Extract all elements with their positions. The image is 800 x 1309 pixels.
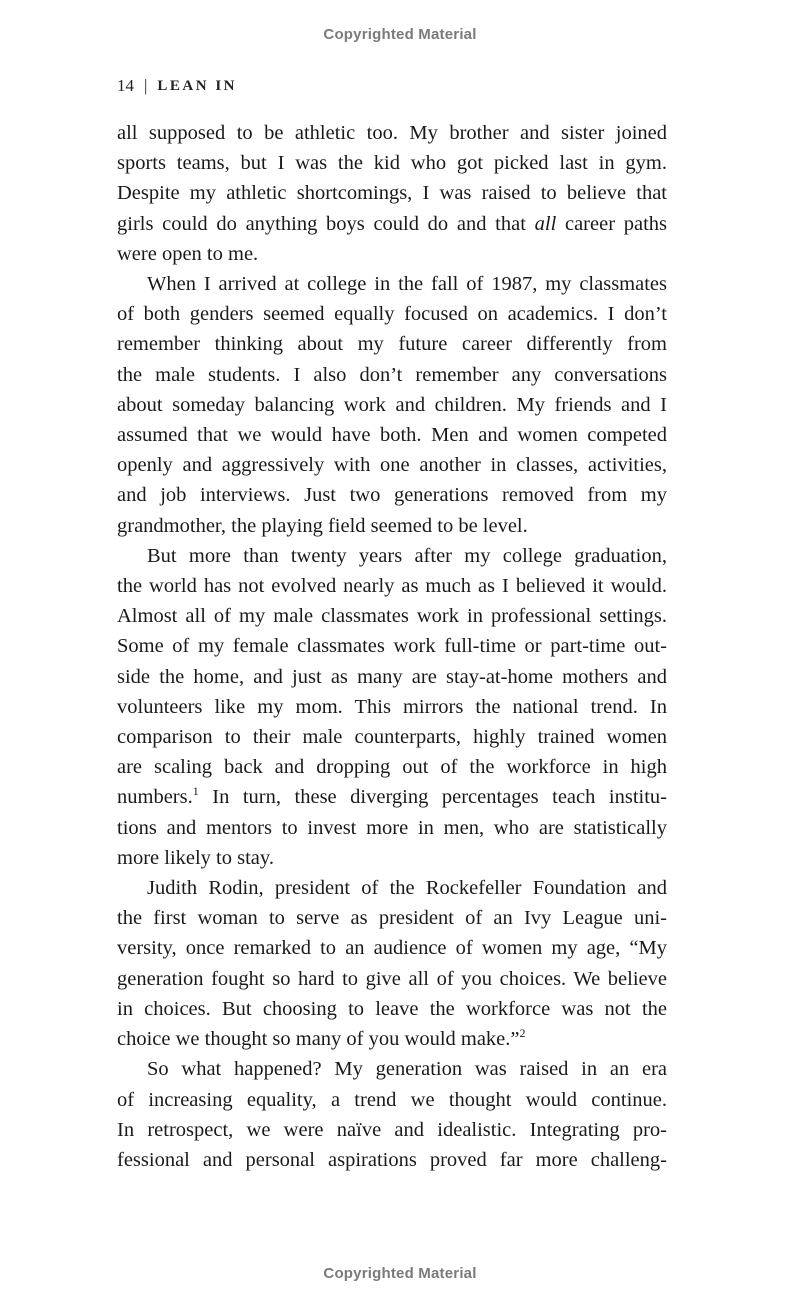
paragraph	[117, 873, 667, 1054]
paragraph	[117, 1054, 667, 1175]
footnote-marker[interactable]: 1	[192, 784, 199, 799]
text-line: in choices. But choosing to leave the workforce was not the	[117, 997, 667, 1020]
emphasis: all	[534, 212, 557, 235]
text-line: of increasing equality, a trend we thought would continue.	[117, 1088, 667, 1111]
text-line: girls could do anything boys could do and that all career paths	[117, 212, 667, 235]
text-line: generation fought so hard to give all of you choices. We believe	[117, 967, 667, 990]
text-line: the male students. I also don’t remember any conversations	[117, 363, 667, 386]
copyright-watermark-bottom: Copyrighted Material	[323, 1265, 477, 1282]
text-line: the world has not evolved nearly as much as I believed it would.	[117, 575, 667, 598]
text-line: Some of my female classmates work full-time or part-time out-	[117, 635, 667, 658]
text-line: side the home, and just as many are stay-at-home mothers and	[117, 665, 667, 688]
text-line: of both genders seemed equally focused on academics. I don’t	[117, 303, 667, 326]
text-line: grandmother, the playing field seemed to be level.	[117, 514, 528, 537]
text-line: about someday balancing work and children. My friends and I	[117, 393, 667, 416]
text-line: choice we thought so many of you would make.”$^2$	[117, 1026, 526, 1051]
text-line: In retrospect, we were naïve and idealistic. Integrating pro-	[117, 1118, 667, 1141]
text-line: comparison to their male counterparts, highly trained women	[117, 726, 667, 749]
text-line: are scaling back and dropping out of the workforce in high	[117, 756, 667, 779]
paragraph	[117, 118, 667, 269]
header-separator: |	[144, 76, 148, 95]
running-head	[117, 76, 237, 96]
text-line: Judith Rodin, president of the Rockefeller Foundation and	[147, 877, 667, 900]
text-line: tions and mentors to invest more in men, who are statistically	[117, 816, 667, 839]
text-line: But more than twenty years after my college graduation,	[147, 544, 667, 567]
paragraph	[117, 541, 667, 873]
copyright-watermark-top: Copyrighted Material	[323, 26, 477, 43]
text-line: openly and aggressively with one another in classes, activities,	[117, 454, 667, 477]
text-line: When I arrived at college in the fall of 1987, my classmates	[147, 273, 667, 296]
text-line: numbers.$^1$ In turn, these diverging percentages teach institu-	[117, 784, 667, 809]
text-line: assumed that we would have both. Men and women competed	[117, 424, 667, 447]
paragraph	[117, 269, 667, 541]
page-number: 14	[117, 76, 134, 95]
text-line: Almost all of my male classmates work in professional settings.	[117, 605, 667, 628]
text-line: and job interviews. Just two generations removed from my	[117, 484, 667, 507]
text-line: Despite my athletic shortcomings, I was raised to believe that	[117, 182, 667, 205]
text-line: sports teams, but I was the kid who got picked last in gym.	[117, 152, 667, 175]
text-line: versity, once remarked to an audience of women my age, “My	[117, 937, 667, 960]
text-line: more likely to stay.	[117, 846, 274, 869]
text-line: were open to me.	[117, 242, 259, 265]
text-line: So what happened? My generation was raised in an era	[147, 1058, 667, 1081]
body-text	[117, 118, 667, 1175]
text-line: the first woman to serve as president of an Ivy League uni-	[117, 907, 667, 930]
text-line: fessional and personal aspirations proved far more challeng-	[117, 1148, 667, 1171]
text-line: remember thinking about my future career differently from	[117, 333, 667, 356]
text-line: all supposed to be athletic too. My brother and sister joined	[117, 122, 667, 144]
footnote-marker[interactable]: 2	[519, 1026, 526, 1041]
text-line: volunteers like my mom. This mirrors the national trend. In	[117, 695, 667, 718]
book-title: LEAN IN	[157, 77, 238, 94]
